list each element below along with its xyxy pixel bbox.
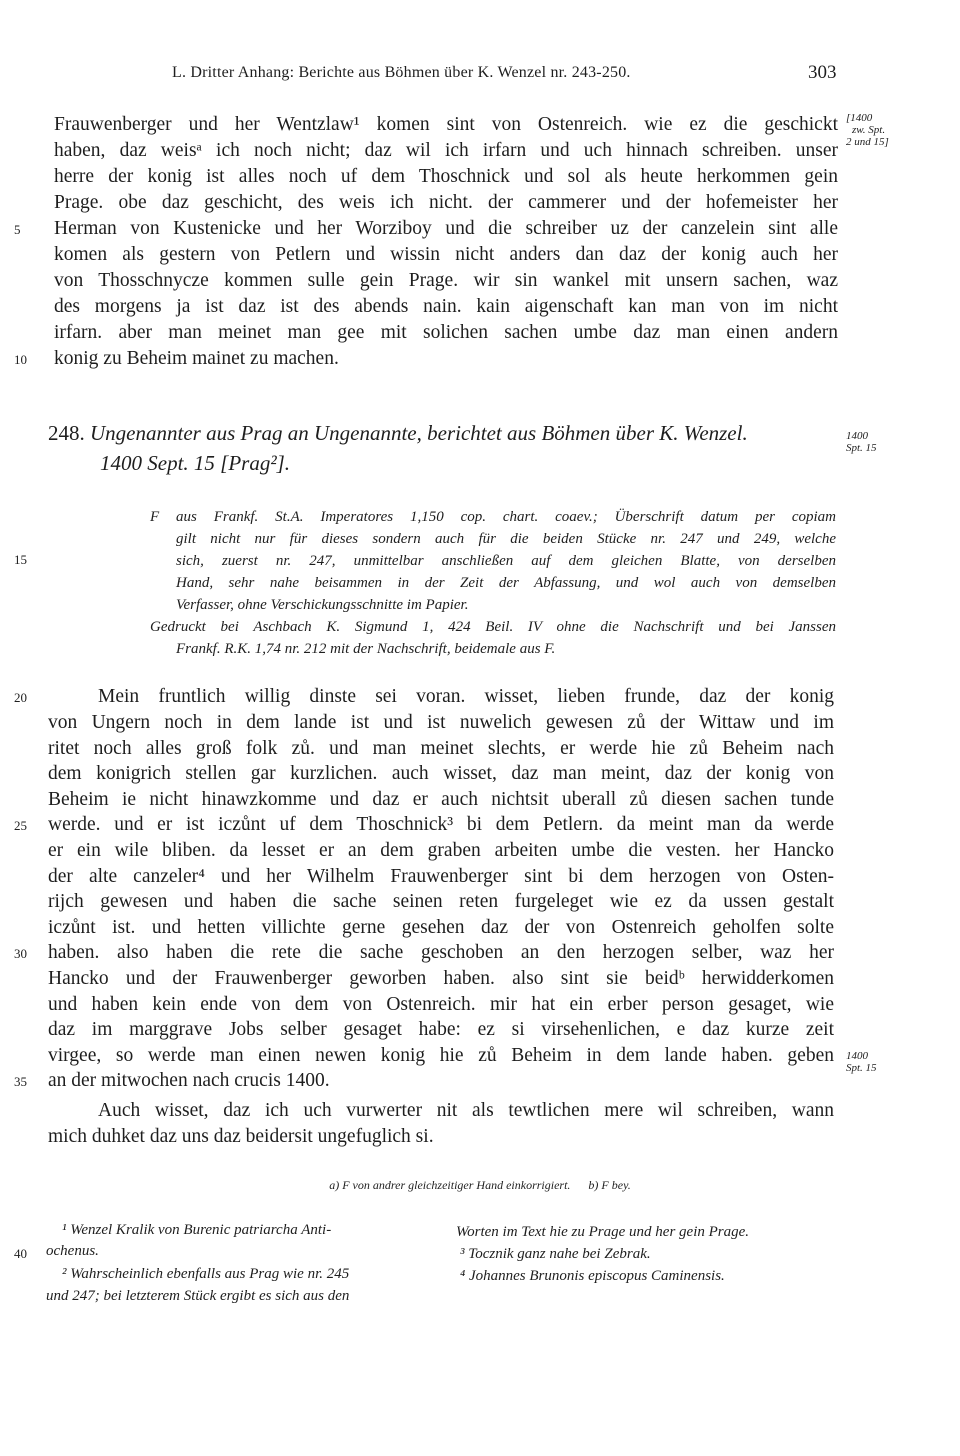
text-line: Hancko und der Frauwenberger geworben haben. also sint sie beidᵇ herwidderkomen [48, 968, 834, 989]
text-line: Mein fruntlich willig dinste sei voran. wisset, lieben frunde, daz der konig [98, 686, 834, 707]
text-line: mich duhket daz uns daz beidersit ungefuglich si. [48, 1126, 434, 1147]
text-line: irfarn. aber man meinet man gee mit solichen sachen umbe daz man einen andern [54, 322, 838, 343]
text-line: werde. und er ist iczůnt uf dem Thoschnick³ bi dem Petlern. da meint man da werde [48, 814, 834, 835]
line-number: 25 [14, 818, 27, 833]
source-line: Frankf. R.K. 1,74 nr. 212 mit der Nachschrift, beidemale aus F. [176, 641, 556, 657]
source-line: Verfasser, ohne Verschickungsschnitte im Papier. [176, 597, 469, 613]
line-number: 40 [14, 1246, 27, 1261]
text-line: haben, daz weisᵃ ich noch nicht; daz wil ich irfarn und uch hinnach schreiben. unser [54, 140, 838, 161]
text-line: Prage. obe daz geschicht, des weis ich nicht. der cammerer und der hofemeister her [54, 192, 838, 213]
text-line: virgee, so werde man einen newen konig hie zů Beheim in dem lande haben. geben [48, 1045, 834, 1066]
text-line: ritet noch alles groß folk zů. und man meinet slechts, er werde hie zů Beheim nach [48, 738, 834, 759]
document-date: 1400 Sept. 15 [Prag²]. [100, 451, 291, 475]
text-line: Auch wisset, daz ich uch vurwerter nit als tewtlichen mere wil schreiben, wann [98, 1100, 834, 1121]
text-line: dem konigrich stellen gar kurzlichen. auch wisset, daz man meint, daz der konig von [48, 763, 834, 784]
document-title: Ungenannter aus Prag an Ungenannte, berichtet aus Böhmen über K. Wenzel. [90, 421, 748, 445]
line-number: 20 [14, 690, 27, 705]
footnote-line: ² Wahrscheinlich ebenfalls aus Prag wie nr. 245 [62, 1266, 350, 1282]
line-number: 35 [14, 1074, 27, 1089]
text-line: und haben kein ende von dem von Ostenreich. mir hat ein erber person gesaget, wie [48, 994, 834, 1015]
document-heading [48, 418, 838, 478]
line-number: 15 [14, 552, 27, 567]
running-title: L. Dritter Anhang: Berichte aus Böhmen über K. Wenzel nr. 243-250. [172, 64, 631, 81]
line-number: 10 [14, 352, 27, 367]
source-line: Gedruckt bei Aschbach K. Sigmund 1, 424 Beil. IV ohne die Nachschrift und bei Janssen [150, 619, 836, 635]
text-line: Herman von Kustenicke und her Worziboy und die schreiber uz der canzelein sint alle [54, 218, 838, 239]
text-line: komen als gestern von Petlern und wissin nicht anders dan daz der konig auch her [54, 244, 838, 265]
footnote-line: und 247; bei letzterem Stück ergibt es sich aus den [46, 1288, 350, 1304]
document-number: 248. [48, 421, 85, 445]
text-line: daz im marggrave Jobs selber gesaget habe: ez si virsehenlichen, e daz kurze zeit [48, 1019, 834, 1040]
source-line: sich, zuerst nr. 247, unmittelbar anschließen auf dem gleichen Blatte, von derselben [176, 553, 836, 569]
text-line: rijch gewesen und haben die sache seinen reten furgeleget wie ez da ussen gestalt [48, 891, 834, 912]
footnote-line: Worten im Text hie zu Prage und her gein Prage. [456, 1224, 750, 1240]
text-line: von Ungern noch in dem lande ist und ist nuwelich gewesen zů der Wittaw und im [48, 712, 834, 733]
text-line: von Thosschnycze kommen sulle gein Prage. wir sin wankel mit unsern sachen, waz [54, 270, 838, 291]
text-line: iczůnt ist. und hetten villichte gerne gesehen daz der von Ostenreich geholfen solte [48, 917, 834, 938]
page-number: 303 [808, 62, 837, 83]
text-line: konig zu Beheim mainet zu machen. [54, 348, 339, 369]
textual-notes [0, 1178, 960, 1193]
text-line: Frauwenberger und her Wentzlaw¹ komen sint von Ostenreich. wie ez die geschickt [54, 114, 838, 135]
footnote-line: ochenus. [46, 1243, 99, 1259]
textual-note-a: a) F von andrer gleichzeitiger Hand einkorrigiert. [329, 1178, 571, 1192]
margin-date-note: [1400 zw. Spt. 2 und 15] [846, 112, 889, 148]
line-number: 5 [14, 222, 21, 237]
text-line: er ein wile bliben. da lesset er an dem graben arbeiten umbe die vesten. her Hancko [48, 840, 834, 861]
text-line: herre der konig ist alles noch uf dem Thoschnick und sol als heute herkommen gein [54, 166, 838, 187]
text-line: der alte canzeler⁴ und her Wilhelm Frauwenberger sint bi dem herzogen von Osten- [48, 866, 834, 887]
line-number: 30 [14, 946, 27, 961]
body-margin-date: 1400 Spt. 15 [846, 1050, 877, 1074]
textual-note-b: b) F bey. [588, 1178, 631, 1192]
footnote-line: ¹ Wenzel Kralik von Burenic patriarcha Anti- [62, 1222, 332, 1238]
text-line: des morgens ja ist daz ist des abends nain. kain aigenschaft kan man von im nicht [54, 296, 838, 317]
footnote-line: ⁴ Johannes Brunonis episcopus Caminensis. [460, 1268, 725, 1284]
heading-margin-date: 1400 Spt. 15 [846, 430, 877, 454]
source-line: gilt nicht nur für dieses sondern auch für die beiden Stücke nr. 247 und 249, welche [176, 531, 836, 547]
text-line: an der mitwochen nach crucis 1400. [48, 1070, 330, 1091]
footnote-line: ³ Tocznik ganz nahe bei Zebrak. [460, 1246, 651, 1262]
text-line: haben. also haben die rete die sache geschoben an den herzogen selber, waz her [48, 942, 834, 963]
source-line: F aus Frankf. St.A. Imperatores 1,150 cop. chart. coaev.; Überschrift datum per copiam [150, 509, 836, 525]
text-line: Beheim ie nicht hinawzkomme und daz er auch nichtsit uberall zů diesen sachen tunde [48, 789, 834, 810]
source-line: Hand, sehr nahe beisammen in der Zeit der Abfassung, und wol auch von demselben [176, 575, 836, 591]
